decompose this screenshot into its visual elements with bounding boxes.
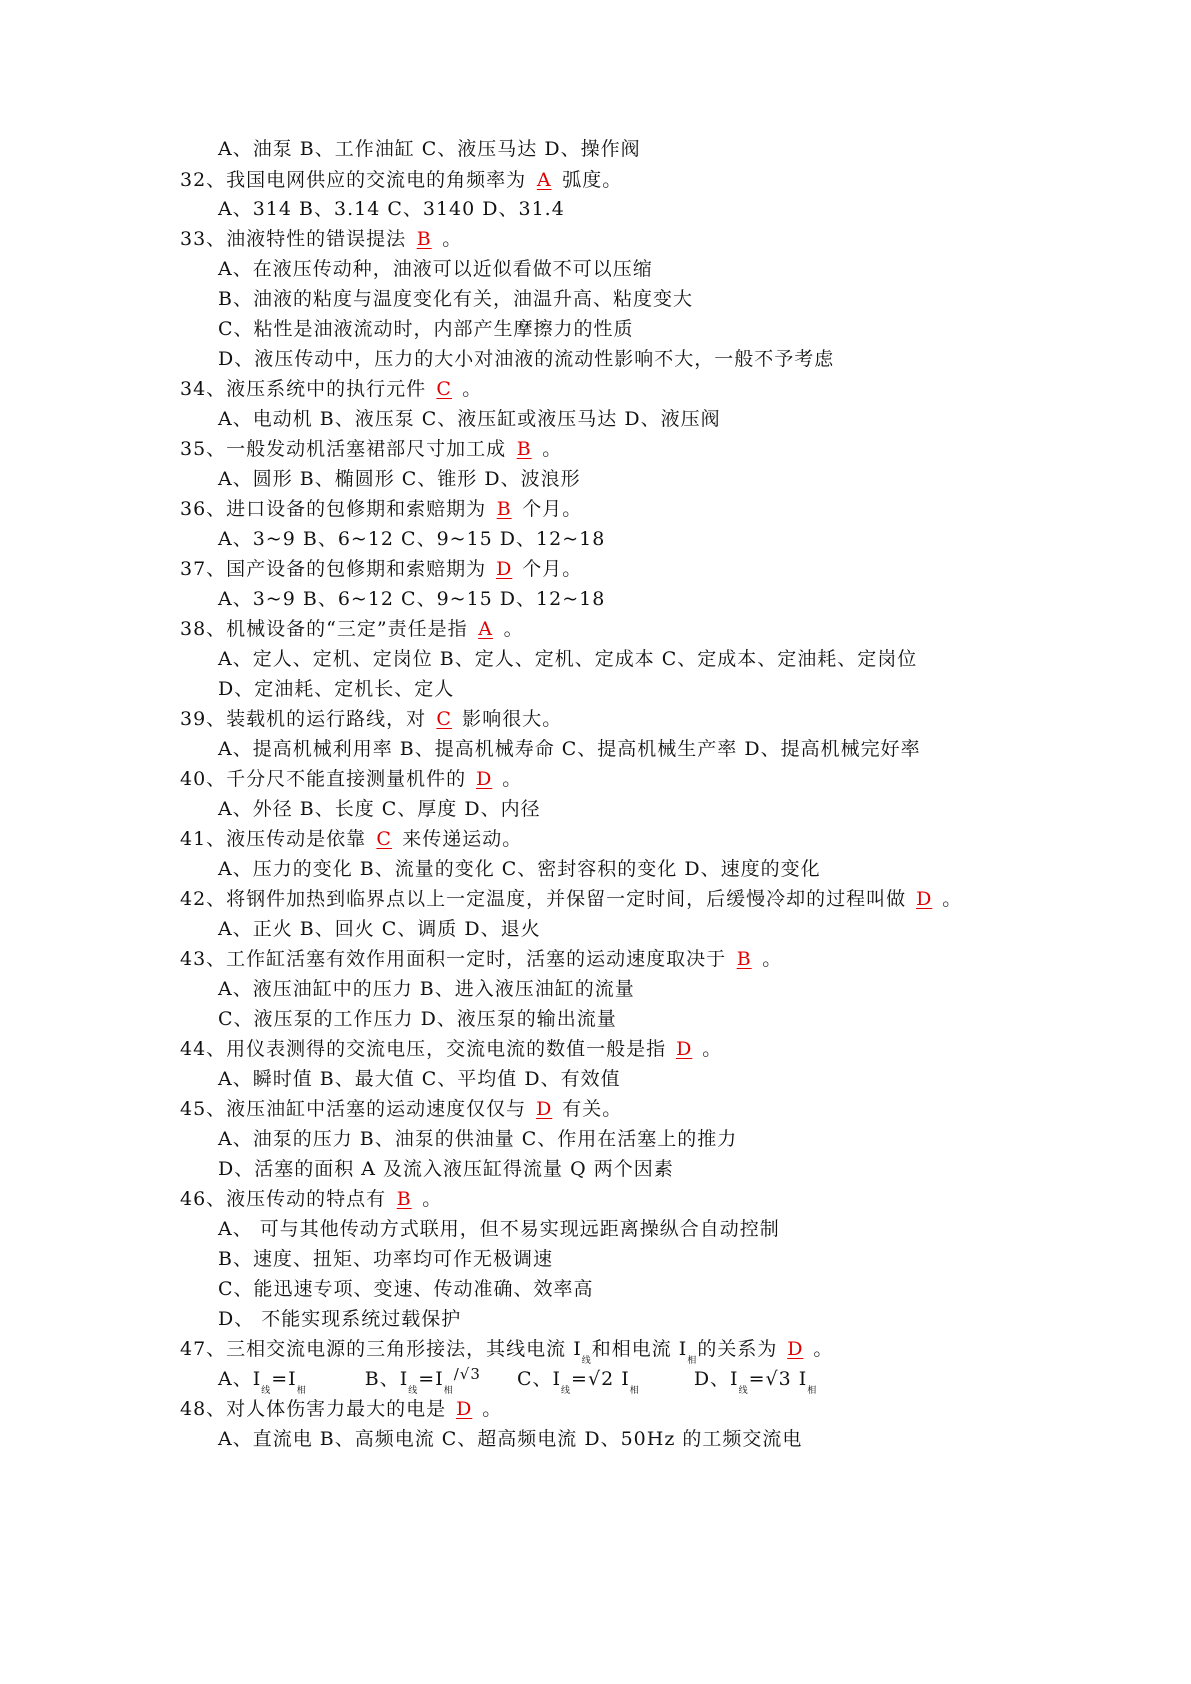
question-33 bbox=[180, 227, 462, 251]
question-text-end: 个月。 bbox=[522, 498, 583, 520]
question-text-end: 个月。 bbox=[522, 558, 583, 580]
answer-mark: D bbox=[476, 768, 493, 790]
question-47 bbox=[180, 1337, 833, 1365]
question-text: 46、液压传动的特点有 bbox=[180, 1188, 387, 1210]
answer-mark: D bbox=[916, 888, 933, 910]
question-text: 47、三相交流电源的三角形接法，其线电流 I bbox=[180, 1338, 582, 1360]
question-text: 44、用仪表测得的交流电压，交流电流的数值一般是指 bbox=[180, 1038, 667, 1060]
option-line: A、外径 B、长度 C、厚度 D、内径 bbox=[218, 798, 541, 820]
question-45 bbox=[180, 1097, 622, 1121]
option-line: C、粘性是油液流动时，内部产生摩擦力的性质 bbox=[218, 318, 634, 340]
question-text-end: 。 bbox=[482, 1398, 503, 1420]
option-a-text: A、I bbox=[218, 1368, 262, 1390]
option-line: A、油泵 B、工作油缸 C、液压马达 D、操作阀 bbox=[218, 138, 641, 160]
option-line: A、瞬时值 B、最大值 C、平均值 D、有效值 bbox=[218, 1068, 621, 1090]
question-text: 32、我国电网供应的交流电的角频率为 bbox=[180, 169, 527, 191]
question-41 bbox=[180, 827, 522, 851]
answer-mark: D bbox=[536, 1098, 553, 1120]
question-text: 35、一般发动机活塞裙部尺寸加工成 bbox=[180, 438, 507, 460]
option-d-text: =√3 I bbox=[748, 1368, 808, 1390]
option-line: A、液压油缸中的压力 B、进入液压油缸的流量 bbox=[218, 978, 635, 1000]
question-46 bbox=[180, 1187, 442, 1211]
option-line: C、能迅速专项、变速、传动准确、效率高 bbox=[218, 1278, 594, 1300]
answer-mark: B bbox=[396, 1188, 412, 1210]
question-44 bbox=[180, 1037, 722, 1061]
question-text: 41、液压传动是依靠 bbox=[180, 828, 367, 850]
option-a bbox=[218, 1368, 307, 1396]
subscript: 相 bbox=[687, 1356, 698, 1366]
option-line: A、直流电 B、高频电流 C、超高频电流 D、50Hz 的工频交流电 bbox=[218, 1428, 803, 1450]
option-b-text: =I bbox=[418, 1368, 444, 1390]
question-text: 33、油液特性的错误提法 bbox=[180, 228, 407, 250]
option-d-text: D、I bbox=[693, 1368, 739, 1390]
question-48 bbox=[180, 1397, 502, 1421]
option-a-text: =I bbox=[271, 1368, 297, 1390]
option-line: A、定人、定机、定岗位 B、定人、定机、定成本 C、定成本、定油耗、定岗位 bbox=[218, 648, 918, 670]
option-line: A、圆形 B、椭圆形 C、锥形 D、波浪形 bbox=[218, 468, 581, 490]
question-text: 40、千分尺不能直接测量机件的 bbox=[180, 768, 467, 790]
question-38 bbox=[180, 617, 524, 641]
subscript: 线 bbox=[561, 1386, 572, 1396]
option-line: D、活塞的面积 A 及流入液压缸得流量 Q 两个因素 bbox=[218, 1158, 674, 1180]
question-text-end: 。 bbox=[542, 438, 563, 460]
question-34 bbox=[180, 377, 482, 401]
option-c-text: =√2 I bbox=[571, 1368, 630, 1390]
question-39 bbox=[180, 707, 562, 731]
question-text: 43、工作缸活塞有效作用面积一定时，活塞的运动速度取决于 bbox=[180, 948, 727, 970]
formula-options bbox=[218, 1367, 817, 1395]
subscript: 线 bbox=[738, 1386, 749, 1396]
option-line: A、油泵的压力 B、油泵的供油量 C、作用在活塞上的推力 bbox=[218, 1128, 738, 1150]
option-line: B、速度、扭矩、功率均可作无极调速 bbox=[218, 1248, 553, 1270]
subscript: 相 bbox=[629, 1386, 640, 1396]
subscript: 线 bbox=[261, 1386, 272, 1396]
question-text-end: 。 bbox=[702, 1038, 723, 1060]
option-line: D、定油耗、定机长、定人 bbox=[218, 678, 455, 700]
question-42 bbox=[180, 887, 962, 911]
option-line: A、3~9 B、6~12 C、9~15 D、12~18 bbox=[218, 588, 606, 610]
subscript: 相 bbox=[296, 1386, 307, 1396]
option-b bbox=[364, 1365, 481, 1396]
question-37 bbox=[180, 557, 582, 581]
question-text: 37、国产设备的包修期和索赔期为 bbox=[180, 558, 487, 580]
option-line: B、油液的粘度与温度变化有关，油温升高、粘度变大 bbox=[218, 288, 693, 310]
answer-mark: C bbox=[376, 828, 392, 850]
option-line: A、电动机 B、液压泵 C、液压缸或液压马达 D、液压阀 bbox=[218, 408, 721, 430]
answer-mark: D bbox=[787, 1338, 804, 1360]
question-43 bbox=[180, 947, 782, 971]
question-text-end: 。 bbox=[422, 1188, 443, 1210]
question-35 bbox=[180, 437, 562, 461]
option-d bbox=[693, 1368, 818, 1396]
answer-mark: D bbox=[456, 1398, 473, 1420]
question-text: 45、液压油缸中活塞的运动速度仅仅与 bbox=[180, 1098, 527, 1120]
option-c-text: C、I bbox=[516, 1368, 562, 1390]
question-text-end: 。 bbox=[462, 378, 483, 400]
question-32 bbox=[180, 168, 622, 192]
answer-mark: B bbox=[496, 498, 512, 520]
question-text-end: 有关。 bbox=[562, 1098, 623, 1120]
answer-mark: B bbox=[416, 228, 432, 250]
question-text-end: 。 bbox=[442, 228, 463, 250]
subscript: 相 bbox=[807, 1386, 818, 1396]
question-text-mid: 的关系为 bbox=[697, 1338, 778, 1360]
question-40 bbox=[180, 767, 522, 791]
answer-mark: B bbox=[516, 438, 532, 460]
question-text: 42、将钢件加热到临界点以上一定温度，并保留一定时间，后缓慢冷却的过程叫做 bbox=[180, 888, 907, 910]
question-text-end: 。 bbox=[502, 768, 523, 790]
answer-mark: A bbox=[478, 618, 493, 640]
question-text-mid: 和相电流 I bbox=[591, 1338, 688, 1360]
question-text: 34、液压系统中的执行元件 bbox=[180, 378, 427, 400]
option-b-text: B、I bbox=[364, 1368, 409, 1390]
question-text-end: 。 bbox=[942, 888, 963, 910]
answer-mark: C bbox=[436, 708, 452, 730]
question-text: 39、装载机的运行路线，对 bbox=[180, 708, 427, 730]
option-line: A、3~9 B、6~12 C、9~15 D、12~18 bbox=[218, 528, 606, 550]
answer-mark: D bbox=[676, 1038, 693, 1060]
question-text: 36、进口设备的包修期和索赔期为 bbox=[180, 498, 487, 520]
question-text: 38、机械设备的“三定”责任是指 bbox=[180, 618, 468, 640]
question-text: 48、对人体伤害力最大的电是 bbox=[180, 1398, 447, 1420]
option-line: A、在液压传动种，油液可以近似看做不可以压缩 bbox=[218, 258, 653, 280]
subscript: 线 bbox=[408, 1386, 419, 1396]
option-line: A、压力的变化 B、流量的变化 C、密封容积的变化 D、速度的变化 bbox=[218, 858, 821, 880]
option-line: A、314 B、3.14 C、3140 D、31.4 bbox=[218, 198, 565, 220]
option-c bbox=[516, 1368, 640, 1396]
question-text-end: 。 bbox=[813, 1338, 834, 1360]
question-text-end: 。 bbox=[503, 618, 524, 640]
subscript: 相 bbox=[443, 1386, 454, 1396]
question-text-end: 弧度。 bbox=[562, 169, 623, 191]
option-line: D、液压传动中，压力的大小对油液的流动性影响不大，一般不予考虑 bbox=[218, 348, 835, 370]
question-text-end: 影响很大。 bbox=[462, 708, 563, 730]
subscript: 线 bbox=[581, 1356, 592, 1366]
answer-mark: B bbox=[736, 948, 752, 970]
option-line: D、 不能实现系统过载保护 bbox=[218, 1308, 462, 1330]
question-text-end: 。 bbox=[762, 948, 783, 970]
question-36 bbox=[180, 497, 582, 521]
answer-mark: A bbox=[536, 169, 552, 191]
sqrt-symbol: /√3 bbox=[453, 1365, 481, 1383]
option-line: C、液压泵的工作压力 D、液压泵的输出流量 bbox=[218, 1008, 617, 1030]
answer-mark: C bbox=[436, 378, 452, 400]
question-text-end: 来传递运动。 bbox=[402, 828, 523, 850]
option-line: A、正火 B、回火 C、调质 D、退火 bbox=[218, 918, 541, 940]
option-line: A、 可与其他传动方式联用，但不易实现远距离操纵合自动控制 bbox=[218, 1218, 780, 1240]
option-line: A、提高机械利用率 B、提高机械寿命 C、提高机械生产率 D、提高机械完好率 bbox=[218, 738, 921, 760]
answer-mark: D bbox=[496, 558, 513, 580]
